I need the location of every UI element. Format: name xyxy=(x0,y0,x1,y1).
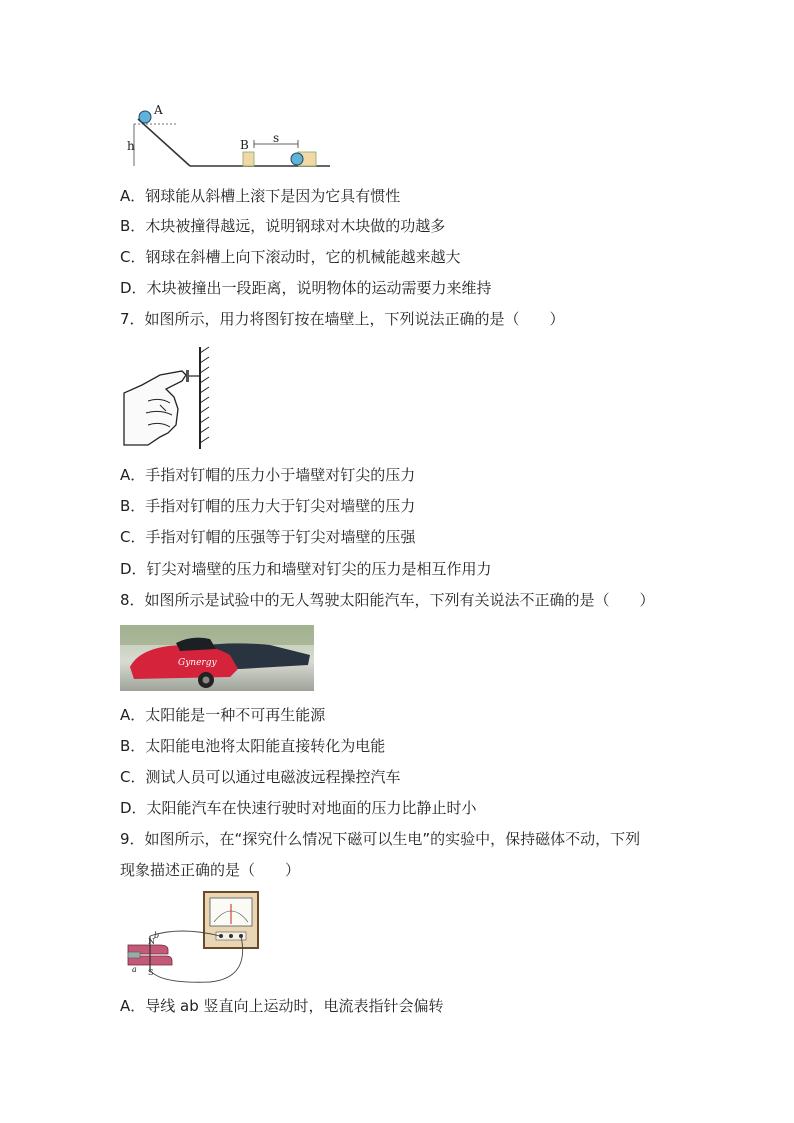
q9-stem-line2: 现象描述正确的是（ ） xyxy=(120,861,301,879)
label-s: S xyxy=(148,968,154,977)
incline-figure xyxy=(120,104,335,172)
q8-option-a: A．太阳能是一种不可再生能源 xyxy=(120,706,326,724)
q7-option-c: C．手指对钉帽的压强等于钉尖对墙壁的压强 xyxy=(120,528,416,546)
label-s: s xyxy=(273,131,280,145)
thumbtack-figure xyxy=(120,345,215,451)
q7-option-a: A．手指对钉帽的压力小于墙壁对钉尖的压力 xyxy=(120,466,416,484)
label-n: N xyxy=(148,937,155,946)
q9-option-a: A．导线 ab 竖直向上运动时，电流表指针会偏转 xyxy=(120,997,444,1015)
q8-stem: 8．如图所示是试验中的无人驾驶太阳能汽车，下列有关说法不正确的是（ ） xyxy=(120,591,655,609)
q8-option-d: D．太阳能汽车在快速行驶时对地面的压力比静止时小 xyxy=(120,799,477,817)
q8-option-c: C．测试人员可以通过电磁波远程操控汽车 xyxy=(120,768,401,786)
q7-option-d: D．钉尖对墙壁的压力和墙壁对钉尖的压力是相互作用力 xyxy=(120,560,492,578)
label-h: h xyxy=(127,139,135,153)
label-b: B xyxy=(240,138,249,152)
label-a: A xyxy=(154,104,163,117)
label-a: a xyxy=(132,965,137,974)
q7-option-b: B．手指对钉帽的压力大于钉尖对墙壁的压力 xyxy=(120,497,416,515)
car-logo-text: Gynergy xyxy=(178,658,217,668)
label-b: b xyxy=(154,931,160,940)
induction-figure xyxy=(120,890,260,986)
q6-option-b: B．木块被撞得越远，说明钢球对木块做的功越多 xyxy=(120,217,446,235)
q6-option-c: C．钢球在斜槽上向下滚动时，它的机械能越来越大 xyxy=(120,248,461,266)
q9-stem-line1: 9．如图所示，在“探究什么情况下磁可以生电”的实验中，保持磁体不动，下列 xyxy=(120,830,641,848)
q6-option-d: D．木块被撞出一段距离，说明物体的运动需要力来维持 xyxy=(120,279,492,297)
q7-stem: 7．如图所示，用力将图钉按在墙壁上，下列说法正确的是（ ） xyxy=(120,310,565,328)
q8-option-b: B．太阳能电池将太阳能直接转化为电能 xyxy=(120,737,386,755)
solar-car-photo xyxy=(120,625,314,691)
q6-option-a: A．钢球能从斜槽上滚下是因为它具有惯性 xyxy=(120,187,401,205)
